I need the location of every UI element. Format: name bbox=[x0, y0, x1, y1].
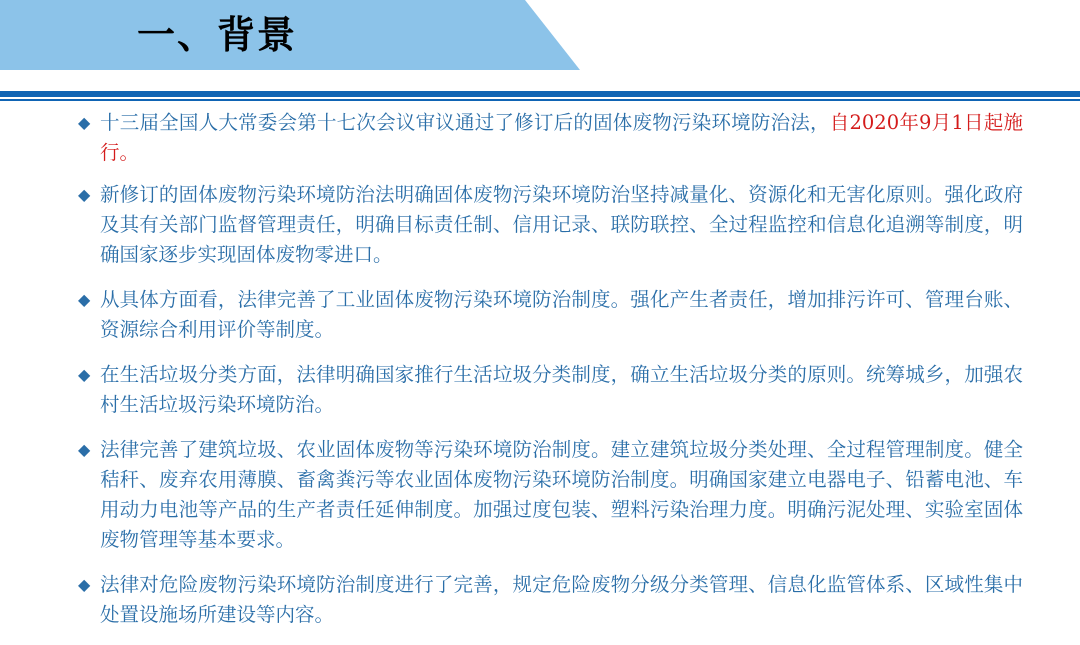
bullet-item bbox=[78, 108, 1023, 168]
bullet-item bbox=[78, 180, 1023, 270]
bullet-text: 十三届全国人大常委会第十七次会议审议通过了修订后的固体废物污染环境防治法， bbox=[100, 111, 830, 134]
bullet-text: 法律对危险废物污染环境防治制度进行了完善，规定危险废物分级分类管理、信息化监管体系、区域性集中处置设施场所建设等内容。 bbox=[100, 573, 1023, 626]
bullet-item bbox=[78, 360, 1023, 420]
bullet-text: 新修订的固体废物污染环境防治法明确固体废物污染环境防治坚持减量化、资源化和无害化原则。强化政府及其有关部门监督管理责任，明确目标责任制、信用记录、联防联控、全过程监控和信息化追溯等制度，明确国家逐步实现固体废物零进口。 bbox=[100, 183, 1023, 266]
bullet-list bbox=[78, 108, 1023, 645]
diamond-icon: ◆ bbox=[78, 185, 91, 204]
diamond-icon: ◆ bbox=[78, 290, 91, 309]
page-title: 一、背景 bbox=[137, 13, 298, 57]
header-divider-thick bbox=[0, 91, 1080, 97]
diamond-icon: ◆ bbox=[78, 365, 91, 384]
diamond-icon: ◆ bbox=[78, 440, 91, 459]
diamond-icon: ◆ bbox=[78, 113, 91, 132]
bullet-item bbox=[78, 435, 1023, 555]
bullet-item bbox=[78, 570, 1023, 630]
header-divider-thin bbox=[0, 99, 1080, 101]
bullet-text: 从具体方面看，法律完善了工业固体废物污染环境防治制度。强化产生者责任，增加排污许可、管理台账、资源综合利用评价等制度。 bbox=[100, 288, 1023, 341]
bullet-text: 在生活垃圾分类方面，法律明确国家推行生活垃圾分类制度，确立生活垃圾分类的原则。统筹城乡，加强农村生活垃圾污染环境防治。 bbox=[100, 363, 1023, 416]
bullet-text: 法律完善了建筑垃圾、农业固体废物等污染环境防治制度。建立建筑垃圾分类处理、全过程管理制度。健全秸秆、废弃农用薄膜、畜禽粪污等农业固体废物污染环境防治制度。明确国家建立电器电子、铅蓄电池、车用动力电池等产品的生产者责任延伸制度。加强过度包装、塑料污染治理力度。明确污泥处理、实验室固体废物管理等基本要求。 bbox=[100, 438, 1023, 551]
bullet-item bbox=[78, 285, 1023, 345]
diamond-icon: ◆ bbox=[78, 575, 91, 594]
bullet-highlight: 自2020年9月1日起施行。 bbox=[100, 111, 1023, 164]
